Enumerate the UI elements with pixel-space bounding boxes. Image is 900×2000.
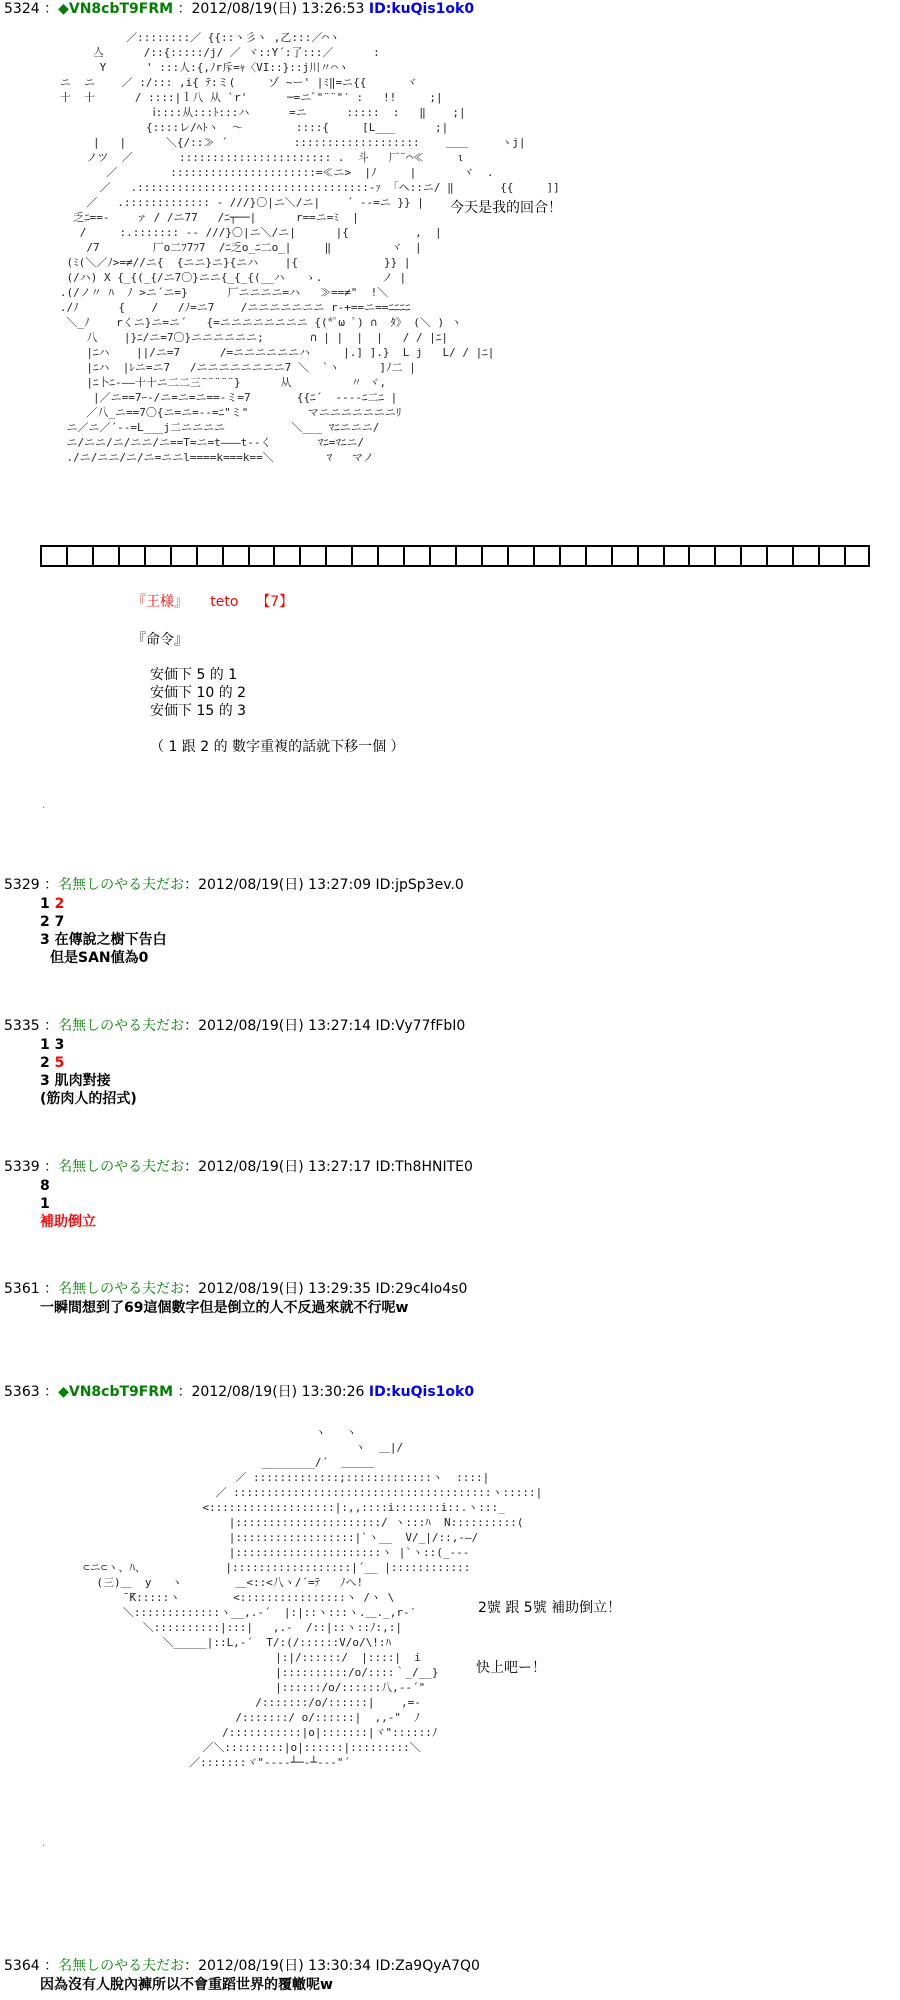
post-date: 2012/08/19(日) 13:29:35 bbox=[198, 1281, 372, 1297]
poster-id[interactable]: ID:jpSp3ev.0 bbox=[375, 877, 464, 893]
body-line-2: 1 bbox=[40, 1196, 50, 1212]
poster-name[interactable]: 名無しのやる夫だお bbox=[58, 1018, 185, 1034]
poster-id[interactable]: ID:Th8HNITE0 bbox=[375, 1159, 473, 1175]
poster-id[interactable]: ID:Za9QyA7Q0 bbox=[375, 1958, 480, 1974]
ruler-tick bbox=[248, 545, 250, 567]
speech-text-1: 2號 跟 5號 補助倒立！ bbox=[478, 1600, 622, 1616]
post-header-5361: 5361 ：名無しのやる夫だお：2012/08/19(日) 13:29:35 ID:29c4Io4s0 bbox=[4, 1281, 468, 1297]
command-line-3: 安価下 15 的 3 bbox=[150, 703, 247, 719]
ruler-tick bbox=[144, 545, 146, 567]
ruler-tick bbox=[844, 545, 846, 567]
ruler-tick bbox=[429, 545, 431, 567]
command-note: （ 1 跟 2 的 數字重複的話就下移一個 ） bbox=[150, 739, 405, 755]
poster-name[interactable]: 名無しのやる夫だお bbox=[58, 877, 185, 893]
ruler-tick bbox=[611, 545, 613, 567]
post-number: 5329 bbox=[4, 877, 40, 893]
post-body-5339 bbox=[40, 1177, 96, 1231]
ascii-art-character-2: ヽ ヽ ヽ ＿|/ ________/´ ＿＿＿ ／ :::::::::::::;:::::::::::::ヽ ::::| ／ :::::::::::::::::::::::::::::::::::::::ヽ:::::| <:::::::::::::::::::|:,,::::i:::::::i::.ヽ:::_ |::::::::::::::::::::::/ ヽ:::ﾊ N::::::::::( |::::::::::::::::::|`ヽ__ V/_|/::,‐―/ |::::::::::::::::::::::ヽ |`ヽ::(_‐‐‐ ⊂ニ⊂ヽ、ﾊ、 |::::::::::::::::::|´__ |:::::::::::: (三)＿ y ヽ ＿<::<八ヽ/´=ﾃ ﾉへ! ̄ ̄K:::::ヽ <::::::::::::::::ヽ /ヽ \ ＼:::::::::::::ヽ__,.‐´ |:|::ヽ:::ヽ.＿._,r‐′ ＼::::::::::|:::| ,.- /::|::ヽ::ﾉ:,:| ＼_____|::L,‐´ T/:(/::::::V/o/\!:ﾊ |:|/::::::/ |::::| i |::::::::::/o/::::｀_/__} |::::::/o/::::::八,-‐´" /:::::::/o/::::::| ,=- /:::::::/ o/::::::| ,,‐" ﾉ /:::::::::::|o|:::::::|ヾ"::::::ﾉ ／＼:::::::::|o|::::::|:::::::::＼ ／:::::::ヾ"‐‐‐‐┴─‐┴‐‐‐"´ bbox=[83, 1426, 543, 1769]
spacer-dot: . bbox=[42, 1838, 46, 1849]
post-date: 2012/08/19(日) 13:27:14 bbox=[198, 1018, 372, 1034]
ruler-tick bbox=[455, 545, 457, 567]
post-header-5363: 5363 ：◆VN8cbT9FRM ：2012/08/19(日) 13:30:26 ID:kuQis1ok0 bbox=[4, 1384, 475, 1400]
post-header-5335: 5335 ：名無しのやる夫だお：2012/08/19(日) 13:27:14 ID:Vy77fFbI0 bbox=[4, 1018, 466, 1034]
post-number: 5361 bbox=[4, 1281, 40, 1297]
ruler-tick bbox=[299, 545, 301, 567]
body-line-3: 3 肌肉對接 bbox=[40, 1073, 111, 1089]
ruler-tick bbox=[688, 545, 690, 567]
post-date: 2012/08/19(日) 13:27:09 bbox=[198, 877, 372, 893]
speech-text-2: 快上吧ー！ bbox=[476, 1660, 546, 1676]
command-line-2: 安価下 10 的 2 bbox=[150, 685, 247, 701]
poster-id[interactable]: ID:Vy77fFbI0 bbox=[375, 1018, 466, 1034]
ruler-tick bbox=[507, 545, 509, 567]
poster-name[interactable]: 名無しのやる夫だお bbox=[58, 1159, 185, 1175]
ruler-tick bbox=[714, 545, 716, 567]
post-header-5339: 5339 ：名無しのやる夫だお：2012/08/19(日) 13:27:17 ID:Th8HNITE0 bbox=[4, 1159, 473, 1175]
post-body-5329 bbox=[40, 895, 167, 967]
post-body-5335 bbox=[40, 1036, 137, 1108]
body-line-4: 但是SAN値為0 bbox=[50, 950, 149, 966]
ruler-tick bbox=[792, 545, 794, 567]
ruler-tick bbox=[533, 545, 535, 567]
ruler-tick bbox=[351, 545, 353, 567]
post-number: 5335 bbox=[4, 1018, 40, 1034]
ruler-tick bbox=[40, 545, 42, 567]
post-header-5364: 5364 ：名無しのやる夫だお：2012/08/19(日) 13:30:34 ID:Za9QyA7Q0 bbox=[4, 1958, 480, 1974]
body-line-2: 2 5 bbox=[40, 1055, 65, 1071]
post-number: 5364 bbox=[4, 1958, 40, 1974]
ruler-tick bbox=[170, 545, 172, 567]
post-body-5361 bbox=[40, 1299, 408, 1317]
post-date: 2012/08/19(日) 13:30:26 bbox=[191, 1384, 365, 1400]
king-name: teto bbox=[210, 594, 239, 610]
post-date: 2012/08/19(日) 13:26:53 bbox=[191, 1, 365, 17]
poster-id[interactable]: ID:kuQis1ok0 bbox=[368, 1, 475, 17]
poster-name[interactable]: ◆VN8cbT9FRM bbox=[58, 1384, 174, 1400]
body-line-3: 3 在傳說之樹下告白 bbox=[40, 932, 167, 948]
ruler-tick bbox=[273, 545, 275, 567]
body-line-1: 1 2 bbox=[40, 896, 65, 912]
ruler-tick bbox=[196, 545, 198, 567]
king-line bbox=[132, 592, 293, 612]
speech-text: 今天是我的回合！ bbox=[450, 200, 562, 216]
body-line-1: 一瞬間想到了69這個數字但是倒立的人不反過來就不行呢w bbox=[40, 1300, 409, 1316]
ruler-tick bbox=[559, 545, 561, 567]
ruler-tick bbox=[637, 545, 639, 567]
ruler-tick bbox=[740, 545, 742, 567]
body-line-4: (筋肉人的招式) bbox=[40, 1091, 137, 1107]
ruler-tick bbox=[66, 545, 68, 567]
post-body-5364 bbox=[40, 1976, 333, 1994]
ruler-tick bbox=[481, 545, 483, 567]
post-header-5324: 5324 ：◆VN8cbT9FRM ：2012/08/19(日) 13:26:53 ID:kuQis1ok0 bbox=[4, 1, 475, 17]
poster-id[interactable]: ID:29c4Io4s0 bbox=[375, 1281, 468, 1297]
ruler-tick bbox=[377, 545, 379, 567]
spacer-dot: . bbox=[42, 800, 46, 811]
body-line-1: 1 3 bbox=[40, 1037, 65, 1053]
ruler-tick bbox=[118, 545, 120, 567]
post-header-5329: 5329 ：名無しのやる夫だお：2012/08/19(日) 13:27:09 ID:jpSp3ev.0 bbox=[4, 877, 464, 893]
ruler-tick bbox=[403, 545, 405, 567]
body-line-2: 2 7 bbox=[40, 914, 65, 930]
command-label: 『命令』 bbox=[132, 632, 188, 648]
ruler-tick bbox=[868, 545, 870, 567]
ruler-tick bbox=[818, 545, 820, 567]
post-number: 5363 bbox=[4, 1384, 40, 1400]
king-number: 【7】 bbox=[256, 594, 294, 610]
ruler-tick bbox=[325, 545, 327, 567]
body-line-1: 因為沒有人脫內褲所以不會重蹈世界的覆轍呢w bbox=[40, 1977, 333, 1993]
ruler-tick bbox=[92, 545, 94, 567]
poster-name[interactable]: 名無しのやる夫だお bbox=[58, 1281, 185, 1297]
ruler-tick bbox=[222, 545, 224, 567]
poster-name[interactable]: 名無しのやる夫だお bbox=[58, 1958, 185, 1974]
king-label: 『王様』 bbox=[132, 594, 188, 610]
post-number: 5324 bbox=[4, 1, 40, 17]
ruler-tick bbox=[766, 545, 768, 567]
body-line-3: 補助倒立 bbox=[40, 1214, 96, 1230]
post-date: 2012/08/19(日) 13:27:17 bbox=[198, 1159, 372, 1175]
poster-name[interactable]: ◆VN8cbT9FRM bbox=[58, 1, 174, 17]
divider-ruler bbox=[40, 545, 870, 569]
ascii-art-character-1: ／::::::::／ {{::ヽ彡ヽ ,乙:::／⌒ヽ 亼 /::{:::::/j/ ／ ヾ::Y´:了:::／ : Y ' :::人:{,ﾉr斥=ｬ〈VI::}::j川〃⌒ヽ ニ ニ ／ :/::: ,i{ ﾃ:ミ( ゾ ~ー' |ﾐ‖=ニ{{ ヾ 十 十 / ::::|ｌ八 从 `r' ─=ニﾞ"¨¨"′ : !! ;| ⅰ::::从:::ﾄ:::ハ =ニ ::::: : ‖ ;| {::::レ/ﾍﾄヽ 〜 ::::{ [L___ ;| | | ＼{/::≫ ´ ::::::::::::::::::: ＿＿ ヽj| ノツ ／ ::::::::::::::::::::::: . 斗 厂¨⌒≪ ι ／ ::::::::::::::::::::::=≪ニ> |ﾉ | ヾ . ／ .:::::::::::::::::::::::::::::::::::-ｧ 「ヘ::ニ/ ‖ {{ ]] ／ .::::::::::::: ‐ ///}〇|ニ＼/ニ| ´ ‐‐=ニ }} | 乏ﾆ==‐ ァ / /ニ77 /ﾆ┬──| r==ニ=ﾐ | / :.::::::: ‐‐ ///}〇|ニ＼/ニ| |{ , | /7 厂o二ﾌ7ﾌ7 /ﾆ乏o_ﾆ二o_| ‖ ヾ | (ﾐ(＼／ﾉ>=≠//ニ{ {ニニ}ニ}{ニハ |{ }} | (/ハ) X {_{(_{/ニ7〇}ニニ{_{_{(__ハ ゝ. ノ | .(/ノ〃 ﾊ ﾉ >ニ´ニ=} 厂ニニニニ=ハ ≫==≠" !＼ ./ﾉ { / /ﾉ=ニ7 /ニニニニニニニ r‐+==ニ==ﾆﾆﾆﾆ ＼_ﾉ rくニ}ニ=ニ´ {=ニニニニニニニニ {(*ﾟω ﾟ) ∩ ﾀ》 (＼ ) ヽ 八 |}ﾆ/ニ=7〇}ニニニニニニ; ∩ | | | | / / |ﾆ| |ﾆハ ||/ニ=7 /=ニニニニニニハ |.] ].} L j L/ / |ﾆ| |ﾆハ |ﾚニ=ニ7 /ニニニニニニニニ7 ＼ `ヽ ]ﾉ二 | |ﾆ卜ﾆ‐――十十ニ二二三¨¨¨¨¨} 从 〃 ヾ, |／ニ==7ｰ‐/ニ=ニ=ニ==‐ミ=7 {{ﾆ´ ‐‐‐‐ﾆ二ﾆ | ／八_ニ==7〇{ニ=ニ=‐‐=ﾆ"ミ" マニニニニニニニﾘ ニ／ニ／´‐‐=L___j二ニニニニ ＼___ ﾏﾆニニニ/ ニ/ニニ/ニ/ニニ/ニ==T=ニ=t―――t‐‐く ﾏﾆ=ﾏﾆニ/ ./ニ/ニニ/ニ/ニ=ニニl====k===k==＼ ﾏ マノ bbox=[59, 31, 560, 464]
poster-id[interactable]: ID:kuQis1ok0 bbox=[368, 1384, 475, 1400]
body-line-1: 8 bbox=[40, 1178, 50, 1194]
ruler-tick bbox=[585, 545, 587, 567]
post-number: 5339 bbox=[4, 1159, 40, 1175]
command-line-1: 安価下 5 的 1 bbox=[150, 667, 238, 683]
post-date: 2012/08/19(日) 13:30:34 bbox=[198, 1958, 372, 1974]
ruler-tick bbox=[663, 545, 665, 567]
